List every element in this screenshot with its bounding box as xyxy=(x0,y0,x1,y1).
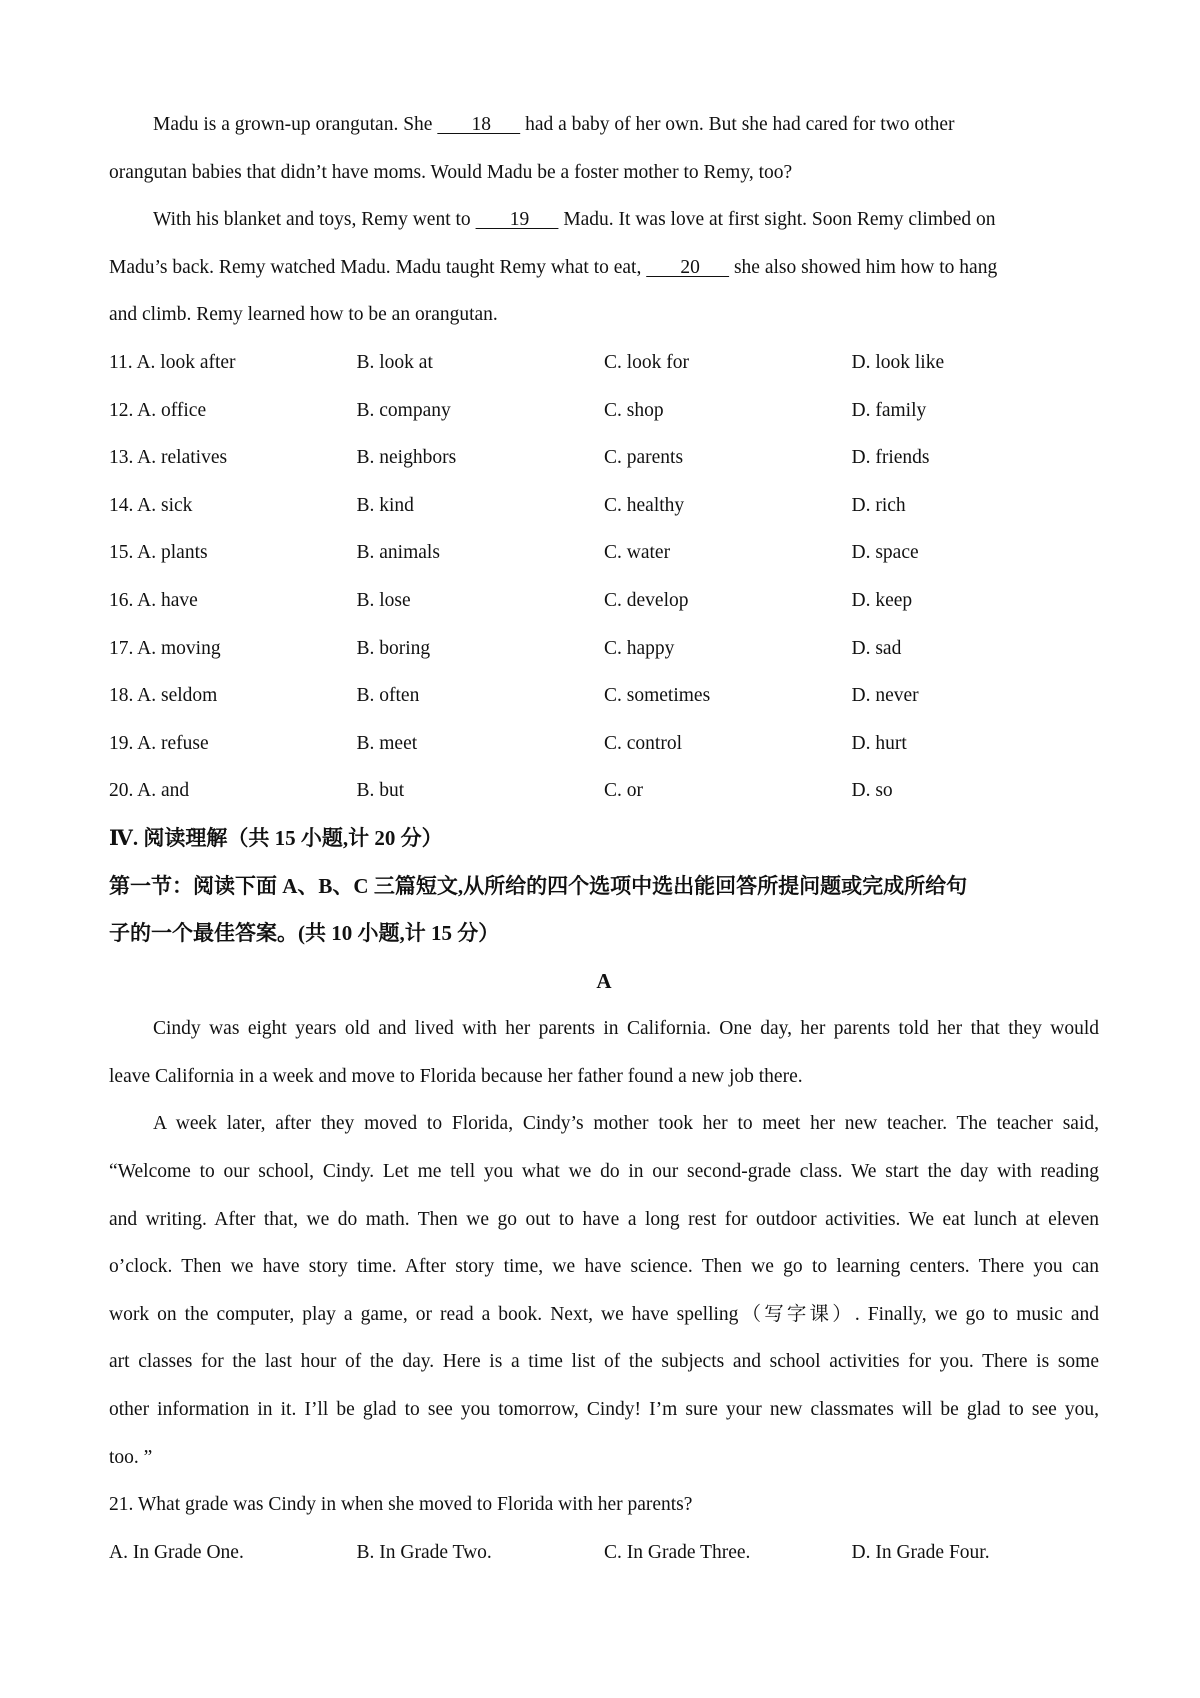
option-d: D. never xyxy=(851,685,919,707)
question-row xyxy=(109,482,1099,530)
option-b: B. kind xyxy=(356,494,414,516)
section-heading: Ⅳ. 阅读理解（共 15 小题,计 20 分） xyxy=(109,825,443,850)
option-a: 14. A. sick xyxy=(109,494,193,516)
question-row xyxy=(109,767,1099,815)
option-d: D. space xyxy=(851,542,919,564)
option-b: B. In Grade Two. xyxy=(356,1541,492,1563)
option-c: C. control xyxy=(604,732,682,754)
option-d: D. hurt xyxy=(851,732,907,754)
question-21-options xyxy=(109,1529,1099,1577)
question-list xyxy=(109,339,1099,815)
section-instruction: 第一节：阅读下面 A、B、C 三篇短文,从所给的四个选项中选出能回答所提问题或完成所给句 xyxy=(109,873,968,898)
passage-label: A xyxy=(596,968,612,993)
option-b: B. animals xyxy=(356,542,440,564)
question-row xyxy=(109,577,1099,625)
passage-line: orangutan babies that didn’t have moms. Would Madu be a foster mother to Remy, too? xyxy=(109,161,793,183)
document-page xyxy=(109,101,1099,1576)
option-c: C. shop xyxy=(604,399,664,421)
passage-line: A week later, after they moved to Florida, Cindy’s mother took her to meet her new teacher. The teacher said, xyxy=(153,1113,1099,1135)
option-a: 15. A. plants xyxy=(109,542,208,564)
option-a: 18. A. seldom xyxy=(109,685,218,707)
option-b: B. meet xyxy=(356,732,418,754)
passage-line: work on the computer, play a game, or read a book. Next, we have spelling（写字课）. Finally, we go to music and xyxy=(109,1303,1099,1325)
option-c: C. healthy xyxy=(604,494,685,516)
option-b: B. boring xyxy=(356,637,431,659)
option-c: C. or xyxy=(604,780,643,802)
question-row xyxy=(109,387,1099,435)
option-a: 20. A. and xyxy=(109,780,190,802)
blank-20: 20 xyxy=(646,256,730,278)
option-b: B. look at xyxy=(356,351,433,373)
option-d: D. so xyxy=(851,780,893,802)
text: Madu is a grown-up orangutan. She xyxy=(153,114,438,135)
passage-a xyxy=(109,1005,1099,1481)
passage-line: Cindy was eight years old and lived with her parents in California. One day, her parents told her that they would xyxy=(153,1018,1099,1040)
option-d: D. sad xyxy=(851,637,902,659)
option-a: 13. A. relatives xyxy=(109,447,228,469)
text: With his blanket and toys, Remy went to xyxy=(153,209,476,231)
option-b: B. neighbors xyxy=(356,447,457,469)
passage-line: o’clock. Then we have story time. After story time, we have science. Then we go to learning centers. There you can xyxy=(109,1256,1099,1278)
option-c: C. look for xyxy=(604,351,690,373)
option-d: D. keep xyxy=(851,589,913,611)
passage-line: art classes for the last hour of the day. Here is a time list of the subjects and school activities for you. There is some xyxy=(109,1351,1099,1373)
option-b: B. lose xyxy=(356,589,411,611)
question-row xyxy=(109,339,1099,387)
passage-line xyxy=(109,196,1099,244)
option-d: D. look like xyxy=(851,351,945,373)
text: she also showed him how to hang xyxy=(729,256,998,278)
question-row xyxy=(109,672,1099,720)
passage-line: and climb. Remy learned how to be an orangutan. xyxy=(109,304,498,326)
option-a: 19. A. refuse xyxy=(109,732,209,754)
option-c: C. water xyxy=(604,542,671,564)
option-b: B. company xyxy=(356,399,451,421)
blank-19: 19 xyxy=(475,209,559,231)
text: had a baby of her own. But she had cared for two other xyxy=(520,114,955,135)
option-a: 11. A. look after xyxy=(109,351,236,373)
text: Madu. It was love at first sight. Soon Remy climbed on xyxy=(558,209,996,231)
passage-line: other information in it. I’ll be glad to see you tomorrow, Cindy! I’m sure your new classmates will be glad to see you, xyxy=(109,1399,1099,1421)
option-d: D. family xyxy=(851,399,927,421)
option-d: D. rich xyxy=(851,494,906,516)
text: Madu’s back. Remy watched Madu. Madu taught Remy what to eat, xyxy=(109,256,647,278)
section-instruction: 子的一个最佳答案。(共 10 小题,计 15 分） xyxy=(109,921,500,946)
passage-line xyxy=(109,244,1099,292)
option-c: C. In Grade Three. xyxy=(604,1541,751,1563)
passage-line xyxy=(109,101,1099,149)
option-c: C. sometimes xyxy=(604,685,711,707)
option-a: 17. A. moving xyxy=(109,637,221,659)
question-row xyxy=(109,625,1099,673)
option-c: C. parents xyxy=(604,447,684,469)
option-a: A. In Grade One. xyxy=(109,1541,244,1563)
option-c: C. develop xyxy=(604,589,689,611)
blank-18: 18 xyxy=(437,114,521,135)
passage-line: and writing. After that, we do math. Then we go out to have a long rest for outdoor activities. We eat lunch at eleven xyxy=(109,1208,1099,1230)
option-a: 12. A. office xyxy=(109,399,207,421)
option-d: D. friends xyxy=(851,447,930,469)
passage-line: too. ” xyxy=(109,1446,153,1468)
option-a: 16. A. have xyxy=(109,589,198,611)
question-21: 21. What grade was Cindy in when she moved to Florida with her parents? xyxy=(109,1494,693,1516)
option-b: B. but xyxy=(356,780,405,802)
question-row xyxy=(109,529,1099,577)
passage-line: leave California in a week and move to Florida because her father found a new job there. xyxy=(109,1065,803,1087)
passage-line: “Welcome to our school, Cindy. Let me tell you what we do in our second-grade class. We start the day with reading xyxy=(109,1161,1099,1183)
question-row xyxy=(109,720,1099,768)
option-d: D. In Grade Four. xyxy=(851,1541,990,1563)
option-b: B. often xyxy=(356,685,420,707)
question-row xyxy=(109,434,1099,482)
option-c: C. happy xyxy=(604,637,675,659)
